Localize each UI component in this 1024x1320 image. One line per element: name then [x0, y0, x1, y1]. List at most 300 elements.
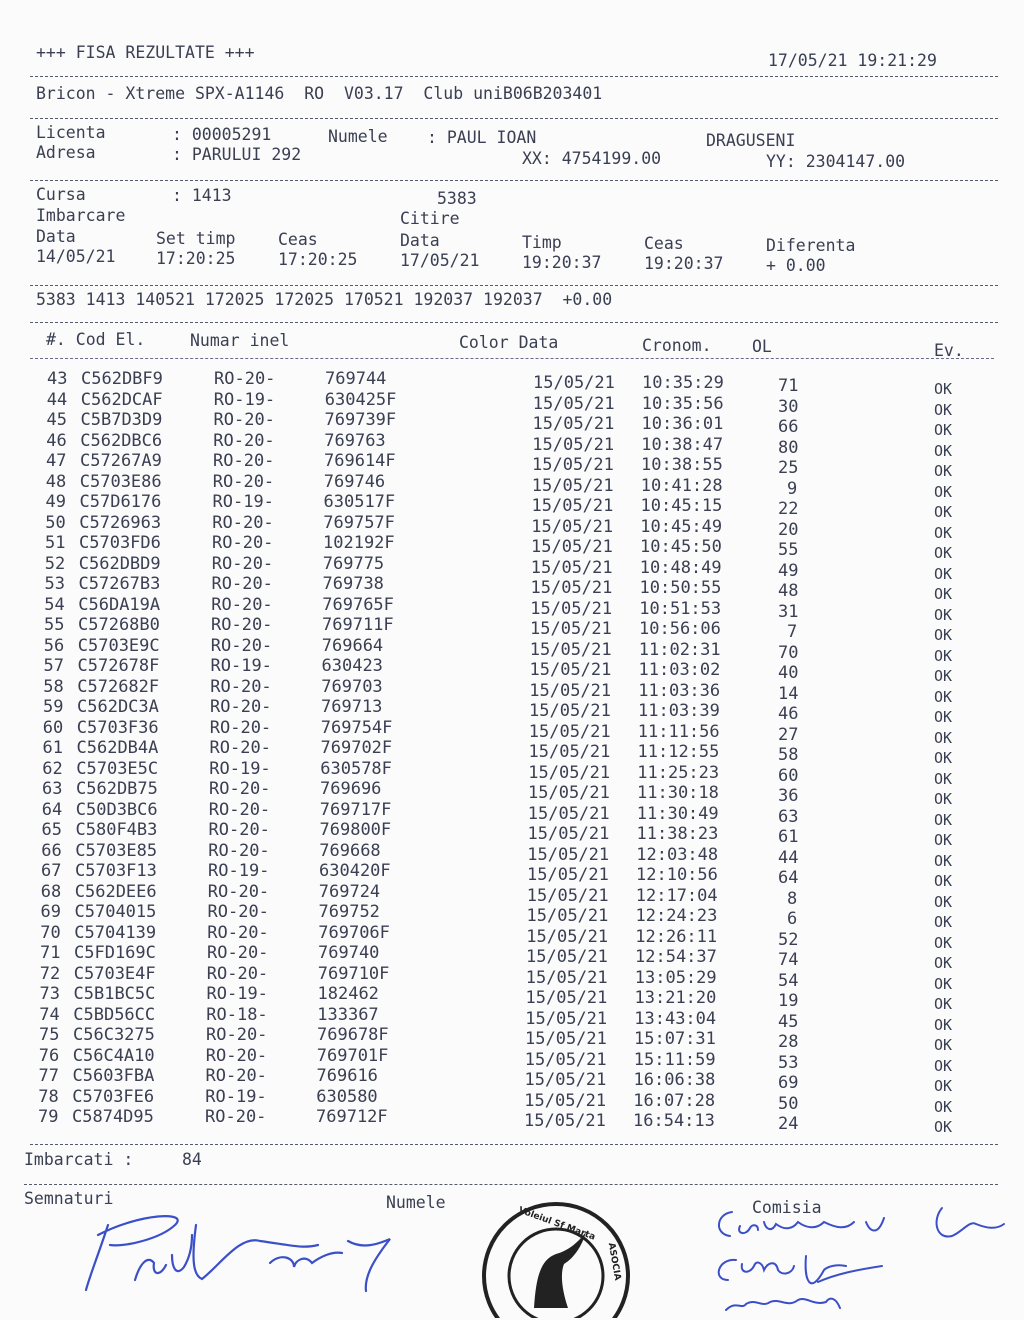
arrival-time: 13:05:29 — [634, 967, 717, 988]
ol-value: 14 — [778, 683, 799, 704]
arrival-date: 15/05/21 — [528, 762, 611, 783]
ev-status: OK — [934, 462, 953, 480]
arrival-time: 10:45:49 — [640, 516, 723, 537]
chip-code: C5703E9C — [77, 635, 160, 656]
table-row — [0, 779, 1024, 808]
row-number: 49 — [45, 492, 66, 512]
chip-code: C5703E4F — [73, 963, 156, 984]
arrival-date: 15/05/21 — [532, 414, 615, 434]
chip-code: C56C3275 — [73, 1025, 155, 1045]
arrival-date: 15/05/21 — [528, 783, 610, 803]
ol-value: 31 — [778, 601, 799, 622]
row-number: 52 — [44, 553, 66, 574]
divider — [30, 180, 998, 181]
table-row — [0, 943, 1024, 972]
chip-code: C5704015 — [74, 902, 157, 922]
row-number: 77 — [38, 1066, 59, 1086]
ol-value: 74 — [778, 950, 799, 970]
ol-value: 24 — [778, 1114, 799, 1134]
imbarcare-label: Imbarcare — [36, 206, 126, 225]
table-row — [0, 984, 1024, 1013]
row-number: 48 — [45, 471, 67, 492]
arrival-date: 15/05/21 — [531, 496, 614, 516]
row-number: 61 — [42, 738, 63, 758]
arrival-date: 15/05/21 — [527, 844, 610, 865]
th-ev: Ev. — [934, 341, 964, 360]
col-data2: Data — [400, 231, 440, 250]
ring-prefix: RO-20- — [205, 1045, 268, 1066]
device-line: Bricon - Xtreme SPX-A1146 RO V03.17 Club uniB06B203401 — [36, 84, 603, 103]
ring-prefix: RO-20- — [211, 574, 273, 594]
svg-text:ASOCIA: ASOCIA — [605, 1242, 623, 1282]
ev-status: OK — [934, 626, 953, 644]
arrival-time: 10:38:47 — [641, 434, 724, 455]
ring-number: 769664 — [321, 635, 384, 656]
table-row — [0, 512, 1024, 542]
ev-status: OK — [934, 503, 953, 521]
col-data: Data — [36, 227, 76, 246]
ring-number: 769739F — [324, 410, 397, 430]
ev-status: OK — [934, 769, 953, 788]
ring-number: 769713 — [321, 697, 383, 717]
ring-prefix: RO-20- — [208, 799, 271, 820]
arrival-date: 15/05/21 — [531, 537, 613, 557]
divider — [30, 76, 998, 77]
arrival-date: 15/05/21 — [524, 1090, 607, 1111]
coord-yy: YY: 2304147.00 — [766, 152, 906, 171]
row-number: 62 — [42, 758, 63, 779]
commission-signature — [706, 1200, 1010, 1316]
ev-status: OK — [934, 585, 953, 603]
ring-prefix: RO-20- — [211, 594, 273, 615]
ring-prefix: RO-19- — [205, 1086, 267, 1107]
table-row — [0, 533, 1024, 562]
arrival-date: 15/05/21 — [525, 988, 608, 1008]
arrival-time: 11:11:56 — [637, 721, 720, 742]
ring-number: 769712F — [316, 1107, 388, 1127]
val-ceas2: 19:20:37 — [644, 254, 724, 273]
row-number: 66 — [41, 840, 62, 861]
arrival-time: 11:03:02 — [638, 660, 721, 680]
arrival-date: 15/05/21 — [526, 885, 609, 906]
ring-number: 630580 — [316, 1086, 378, 1107]
val-data2: 17/05/21 — [400, 251, 480, 270]
ring-prefix: RO-19- — [209, 758, 271, 779]
row-number: 75 — [39, 1025, 60, 1045]
ring-number: 769744 — [325, 369, 387, 389]
chip-code: C572678F — [77, 656, 160, 676]
arrival-date: 15/05/21 — [526, 947, 608, 967]
row-number: 79 — [38, 1107, 59, 1127]
chip-code: C5703F13 — [75, 861, 157, 881]
row-number: 47 — [46, 451, 67, 471]
print-timestamp: 17/05/21 19:21:29 — [768, 51, 937, 70]
arrival-date: 15/05/21 — [532, 455, 614, 475]
table-row — [0, 471, 1024, 501]
table-row — [0, 861, 1024, 890]
ev-status: OK — [934, 913, 953, 931]
table-row — [0, 389, 1024, 419]
ol-value: 30 — [778, 396, 799, 417]
ring-number: 133367 — [317, 1004, 379, 1025]
arrival-date: 15/05/21 — [526, 926, 609, 947]
val-diferenta: + 0.00 — [766, 256, 826, 275]
licenta-value: : 00005291 — [172, 125, 272, 144]
ring-prefix: RO-20- — [207, 902, 269, 922]
ev-status: OK — [934, 995, 953, 1013]
row-number: 76 — [38, 1045, 60, 1066]
arrival-date: 15/05/21 — [524, 1111, 606, 1131]
chip-code: C5FD169C — [74, 943, 156, 963]
arrival-time: 10:36:01 — [641, 414, 724, 434]
row-number: 50 — [45, 512, 66, 533]
ring-prefix: RO-20- — [207, 881, 270, 902]
ev-status: OK — [934, 687, 953, 706]
chip-code: C5726963 — [79, 512, 162, 533]
arrival-date: 15/05/21 — [527, 803, 610, 824]
ol-value: 49 — [778, 560, 799, 581]
ev-status: OK — [934, 933, 953, 952]
chip-code: C562DC3A — [77, 697, 159, 717]
ring-number: 769701F — [316, 1045, 389, 1066]
chip-code: C562DEE6 — [74, 881, 157, 902]
ring-prefix: RO-20- — [211, 553, 274, 574]
ring-prefix: RO-20- — [205, 1107, 267, 1127]
arrival-time: 10:51:53 — [639, 598, 722, 619]
ev-status: OK — [934, 728, 953, 747]
owner-signature — [80, 1205, 410, 1300]
ol-value: 28 — [778, 1032, 799, 1052]
arrival-date: 15/05/21 — [533, 373, 615, 393]
table-row — [0, 1107, 1024, 1136]
row-number: 43 — [47, 369, 68, 389]
arrival-time: 13:21:20 — [634, 988, 717, 1008]
row-number: 78 — [38, 1086, 59, 1107]
ring-prefix: RO-20- — [206, 963, 269, 984]
ring-prefix: RO-18- — [206, 1004, 268, 1025]
table-row — [0, 758, 1024, 788]
ring-number: 769775 — [322, 553, 385, 574]
ring-number: 769668 — [319, 840, 381, 861]
ev-status: OK — [934, 1097, 953, 1116]
arrival-date: 15/05/21 — [526, 906, 609, 926]
ol-value: 6 — [787, 909, 798, 929]
row-number: 71 — [40, 943, 61, 963]
chip-code: C50D3BC6 — [75, 799, 158, 820]
th-nr-cod: #. Cod El. — [46, 330, 146, 349]
numele-value: : PAUL IOAN — [427, 128, 537, 147]
arrival-date: 15/05/21 — [524, 1049, 607, 1070]
arrival-time: 16:06:38 — [633, 1070, 716, 1090]
table-row — [0, 963, 1024, 993]
table-row — [0, 1025, 1024, 1054]
table-row — [0, 635, 1024, 665]
chip-code: C562DBF9 — [81, 369, 163, 389]
ring-prefix: RO-19- — [213, 389, 276, 410]
ring-number: 769757F — [323, 512, 395, 533]
ev-status: OK — [934, 564, 953, 583]
licenta-label: Licenta — [36, 123, 106, 142]
citire-label: Citire — [400, 209, 460, 228]
table-row — [0, 492, 1024, 521]
cursa-value: : 1413 — [172, 186, 232, 205]
ol-value: 64 — [778, 868, 799, 888]
arrival-date: 15/05/21 — [525, 1029, 607, 1049]
row-number: 44 — [46, 389, 68, 410]
th-numar-inel: Numar inel — [190, 331, 290, 350]
divider — [24, 1184, 998, 1185]
arrival-date: 15/05/21 — [528, 721, 611, 742]
ev-status: OK — [934, 544, 953, 562]
ring-number: 769740 — [318, 943, 380, 963]
ring-prefix: RO-20- — [207, 922, 269, 943]
arrival-date: 15/05/21 — [527, 824, 610, 844]
ev-status: OK — [934, 810, 953, 829]
val-set-timp: 17:20:25 — [156, 249, 236, 268]
row-number: 59 — [43, 697, 64, 717]
ev-status: OK — [934, 400, 953, 419]
table-row — [0, 1086, 1024, 1116]
arrival-date: 15/05/21 — [525, 967, 608, 988]
ring-prefix: RO-19- — [210, 656, 272, 676]
ev-status: OK — [934, 1056, 953, 1075]
ring-number: 630425F — [324, 389, 397, 410]
ev-status: OK — [934, 872, 953, 890]
chip-code: C5703E5C — [76, 758, 159, 779]
comisia-label: Comisia — [752, 1198, 822, 1217]
ol-value: 44 — [778, 847, 799, 868]
ol-value: 46 — [778, 704, 799, 724]
arrival-date: 15/05/21 — [530, 578, 613, 598]
ring-number: 769724 — [318, 881, 381, 902]
chip-code: C5703FE6 — [72, 1086, 155, 1107]
th-color-data: Color Data — [459, 333, 559, 352]
ev-status: OK — [934, 892, 953, 911]
ring-number: 769765F — [322, 594, 394, 615]
chip-code: C57268B0 — [78, 615, 160, 635]
col-ceas2: Ceas — [644, 234, 684, 253]
arrival-date: 15/05/21 — [532, 434, 615, 455]
arrival-time: 10:45:50 — [640, 537, 722, 557]
chip-code: C57267A9 — [80, 451, 162, 471]
ring-prefix: RO-19- — [208, 861, 270, 881]
ring-prefix: RO-20- — [208, 820, 270, 840]
ol-value: 66 — [778, 417, 799, 437]
ring-prefix: RO-20- — [213, 430, 275, 451]
ev-status: OK — [934, 667, 953, 685]
row-number: 70 — [40, 922, 61, 943]
ring-prefix: RO-19- — [212, 492, 274, 512]
ring-prefix: RO-20- — [213, 410, 275, 430]
ring-number: 182462 — [317, 984, 379, 1004]
ring-number: 769710F — [317, 963, 390, 984]
row-number: 60 — [42, 717, 64, 738]
divider — [30, 322, 998, 323]
col-ceas: Ceas — [278, 230, 318, 249]
ol-value: 19 — [778, 991, 799, 1011]
ol-value: 69 — [778, 1073, 799, 1093]
arrival-time: 11:25:23 — [637, 762, 720, 783]
ring-number: 769614F — [324, 451, 396, 471]
col-diferenta: Diferenta — [766, 236, 856, 255]
th-cronom: Cronom. — [642, 336, 712, 355]
arrival-date: 15/05/21 — [527, 865, 609, 885]
chip-code: C5874D95 — [72, 1107, 154, 1127]
arrival-time: 15:11:59 — [633, 1049, 716, 1070]
table-row — [0, 881, 1024, 911]
ring-prefix: RO-20- — [209, 779, 271, 799]
ring-number: 769763 — [324, 430, 386, 451]
ol-value: 20 — [778, 519, 799, 540]
ring-number: 769738 — [322, 574, 384, 594]
chip-code: C562DB4A — [76, 738, 159, 758]
ev-status: OK — [934, 421, 953, 439]
summary-line: 5383 1413 140521 172025 172025 170521 192037 192037 +0.00 — [36, 290, 613, 309]
ev-status: OK — [934, 974, 953, 993]
chip-code: C57267B3 — [78, 574, 161, 594]
coord-xx: XX: 4754199.00 — [522, 149, 662, 168]
report-title: +++ FISA REZULTATE +++ — [36, 43, 255, 62]
chip-code: C5B7D3D9 — [80, 410, 163, 430]
ol-value: 60 — [778, 765, 799, 786]
ev-status: OK — [934, 646, 953, 665]
arrival-date: 15/05/21 — [529, 660, 612, 680]
ring-prefix: RO-20- — [210, 697, 272, 717]
arrival-time: 10:35:56 — [641, 393, 724, 414]
arrival-date: 15/05/21 — [525, 1008, 608, 1029]
ol-value: 9 — [787, 478, 798, 499]
table-row — [0, 922, 1024, 952]
row-number: 45 — [46, 410, 67, 430]
table-row — [0, 902, 1024, 931]
ring-number: 769711F — [322, 615, 394, 635]
table-row — [0, 410, 1024, 439]
ring-number: 769706F — [318, 922, 390, 943]
table-row — [0, 369, 1024, 398]
arrival-time: 12:17:04 — [635, 885, 718, 906]
locality: DRAGUSENI — [706, 131, 796, 150]
ring-number: 630423 — [321, 656, 383, 676]
row-number: 73 — [39, 984, 60, 1004]
arrival-date: 15/05/21 — [531, 475, 614, 496]
race-code: 5383 — [437, 189, 477, 208]
row-number: 74 — [39, 1004, 60, 1025]
row-number: 64 — [41, 799, 63, 820]
arrival-date: 15/05/21 — [530, 598, 613, 619]
row-number: 57 — [43, 656, 64, 676]
adresa-label: Adresa — [36, 143, 96, 162]
row-number: 56 — [43, 635, 65, 656]
arrival-time: 10:50:55 — [639, 578, 722, 598]
ring-prefix: RO-20- — [205, 1066, 267, 1086]
chip-code: C562DBD9 — [78, 553, 161, 574]
ring-prefix: RO-20- — [212, 533, 274, 553]
chip-code: C562DB75 — [76, 779, 158, 799]
row-number: 68 — [40, 881, 62, 902]
numele-label: Numele — [328, 127, 388, 146]
arrival-time: 10:56:06 — [639, 619, 721, 639]
arrival-time: 12:03:48 — [636, 844, 719, 865]
arrival-time: 11:30:18 — [637, 783, 719, 803]
ring-prefix: RO-20- — [210, 635, 273, 656]
ring-number: 769752 — [318, 902, 380, 922]
imbarcati-value: 84 — [182, 1150, 202, 1169]
ring-prefix: RO-20- — [209, 738, 271, 758]
ev-status: OK — [934, 1015, 953, 1034]
arrival-time: 11:03:36 — [638, 680, 721, 701]
chip-code: C5703E86 — [79, 471, 162, 492]
ol-value: 22 — [778, 499, 799, 519]
table-row — [0, 615, 1024, 644]
chip-code: C5704139 — [74, 922, 157, 943]
ol-value: 54 — [778, 970, 799, 991]
chip-code: C5703F36 — [76, 717, 159, 738]
ring-number: 630420F — [319, 861, 391, 881]
chip-code: C5BD56CC — [73, 1004, 156, 1025]
ev-status: OK — [934, 1036, 953, 1054]
ol-value: 70 — [778, 642, 799, 663]
chip-code: C580F4B3 — [75, 820, 158, 840]
ring-prefix: RO-20- — [206, 1025, 268, 1045]
arrival-time: 10:35:29 — [642, 373, 724, 393]
row-number: 51 — [45, 533, 66, 553]
ol-value: 80 — [778, 437, 799, 458]
divider — [30, 358, 994, 359]
ring-prefix: RO-19- — [206, 984, 268, 1004]
val-data: 14/05/21 — [36, 247, 116, 266]
ol-value: 7 — [787, 622, 798, 642]
ring-prefix: RO-20- — [212, 512, 274, 533]
arrival-date: 15/05/21 — [531, 516, 614, 537]
ol-value: 71 — [778, 376, 799, 396]
ev-status: OK — [934, 1077, 953, 1095]
ev-status: OK — [934, 954, 953, 972]
chip-code: C5B1BC5C — [73, 984, 156, 1004]
arrival-date: 15/05/21 — [528, 742, 611, 762]
arrival-date: 15/05/21 — [530, 557, 613, 578]
arrival-date: 15/05/21 — [532, 393, 615, 414]
ev-status: OK — [934, 790, 953, 808]
ol-value: 45 — [778, 1011, 799, 1032]
table-row — [0, 799, 1024, 829]
cursa-label: Cursa — [36, 185, 86, 204]
arrival-time: 10:45:15 — [640, 496, 723, 516]
table-row — [0, 820, 1024, 849]
ring-prefix: RO-20- — [212, 471, 275, 492]
row-number: 58 — [43, 676, 64, 697]
chip-code: C5603FBA — [72, 1066, 155, 1086]
row-number: 63 — [42, 779, 63, 799]
arrival-time: 11:02:31 — [638, 639, 721, 660]
svg-text:Voleiul Sf Marta: Voleiul Sf Marta — [516, 1205, 597, 1243]
ring-prefix: RO-20- — [207, 943, 269, 963]
chip-code: C5703FD6 — [79, 533, 161, 553]
chip-code: C562DCAF — [80, 389, 163, 410]
arrival-time: 16:54:13 — [633, 1111, 715, 1131]
ol-value: 36 — [778, 786, 799, 806]
table-row — [0, 1066, 1024, 1095]
ol-value: 8 — [787, 888, 798, 909]
row-number: 72 — [39, 963, 61, 984]
ring-prefix: RO-20- — [213, 451, 275, 471]
arrival-time: 11:38:23 — [636, 824, 719, 844]
divider — [30, 118, 998, 119]
arrival-date: 15/05/21 — [529, 680, 612, 701]
arrival-time: 12:54:37 — [635, 947, 717, 967]
arrival-date: 15/05/21 — [530, 619, 612, 639]
ol-value: 27 — [778, 724, 799, 745]
ev-status: OK — [934, 482, 953, 501]
